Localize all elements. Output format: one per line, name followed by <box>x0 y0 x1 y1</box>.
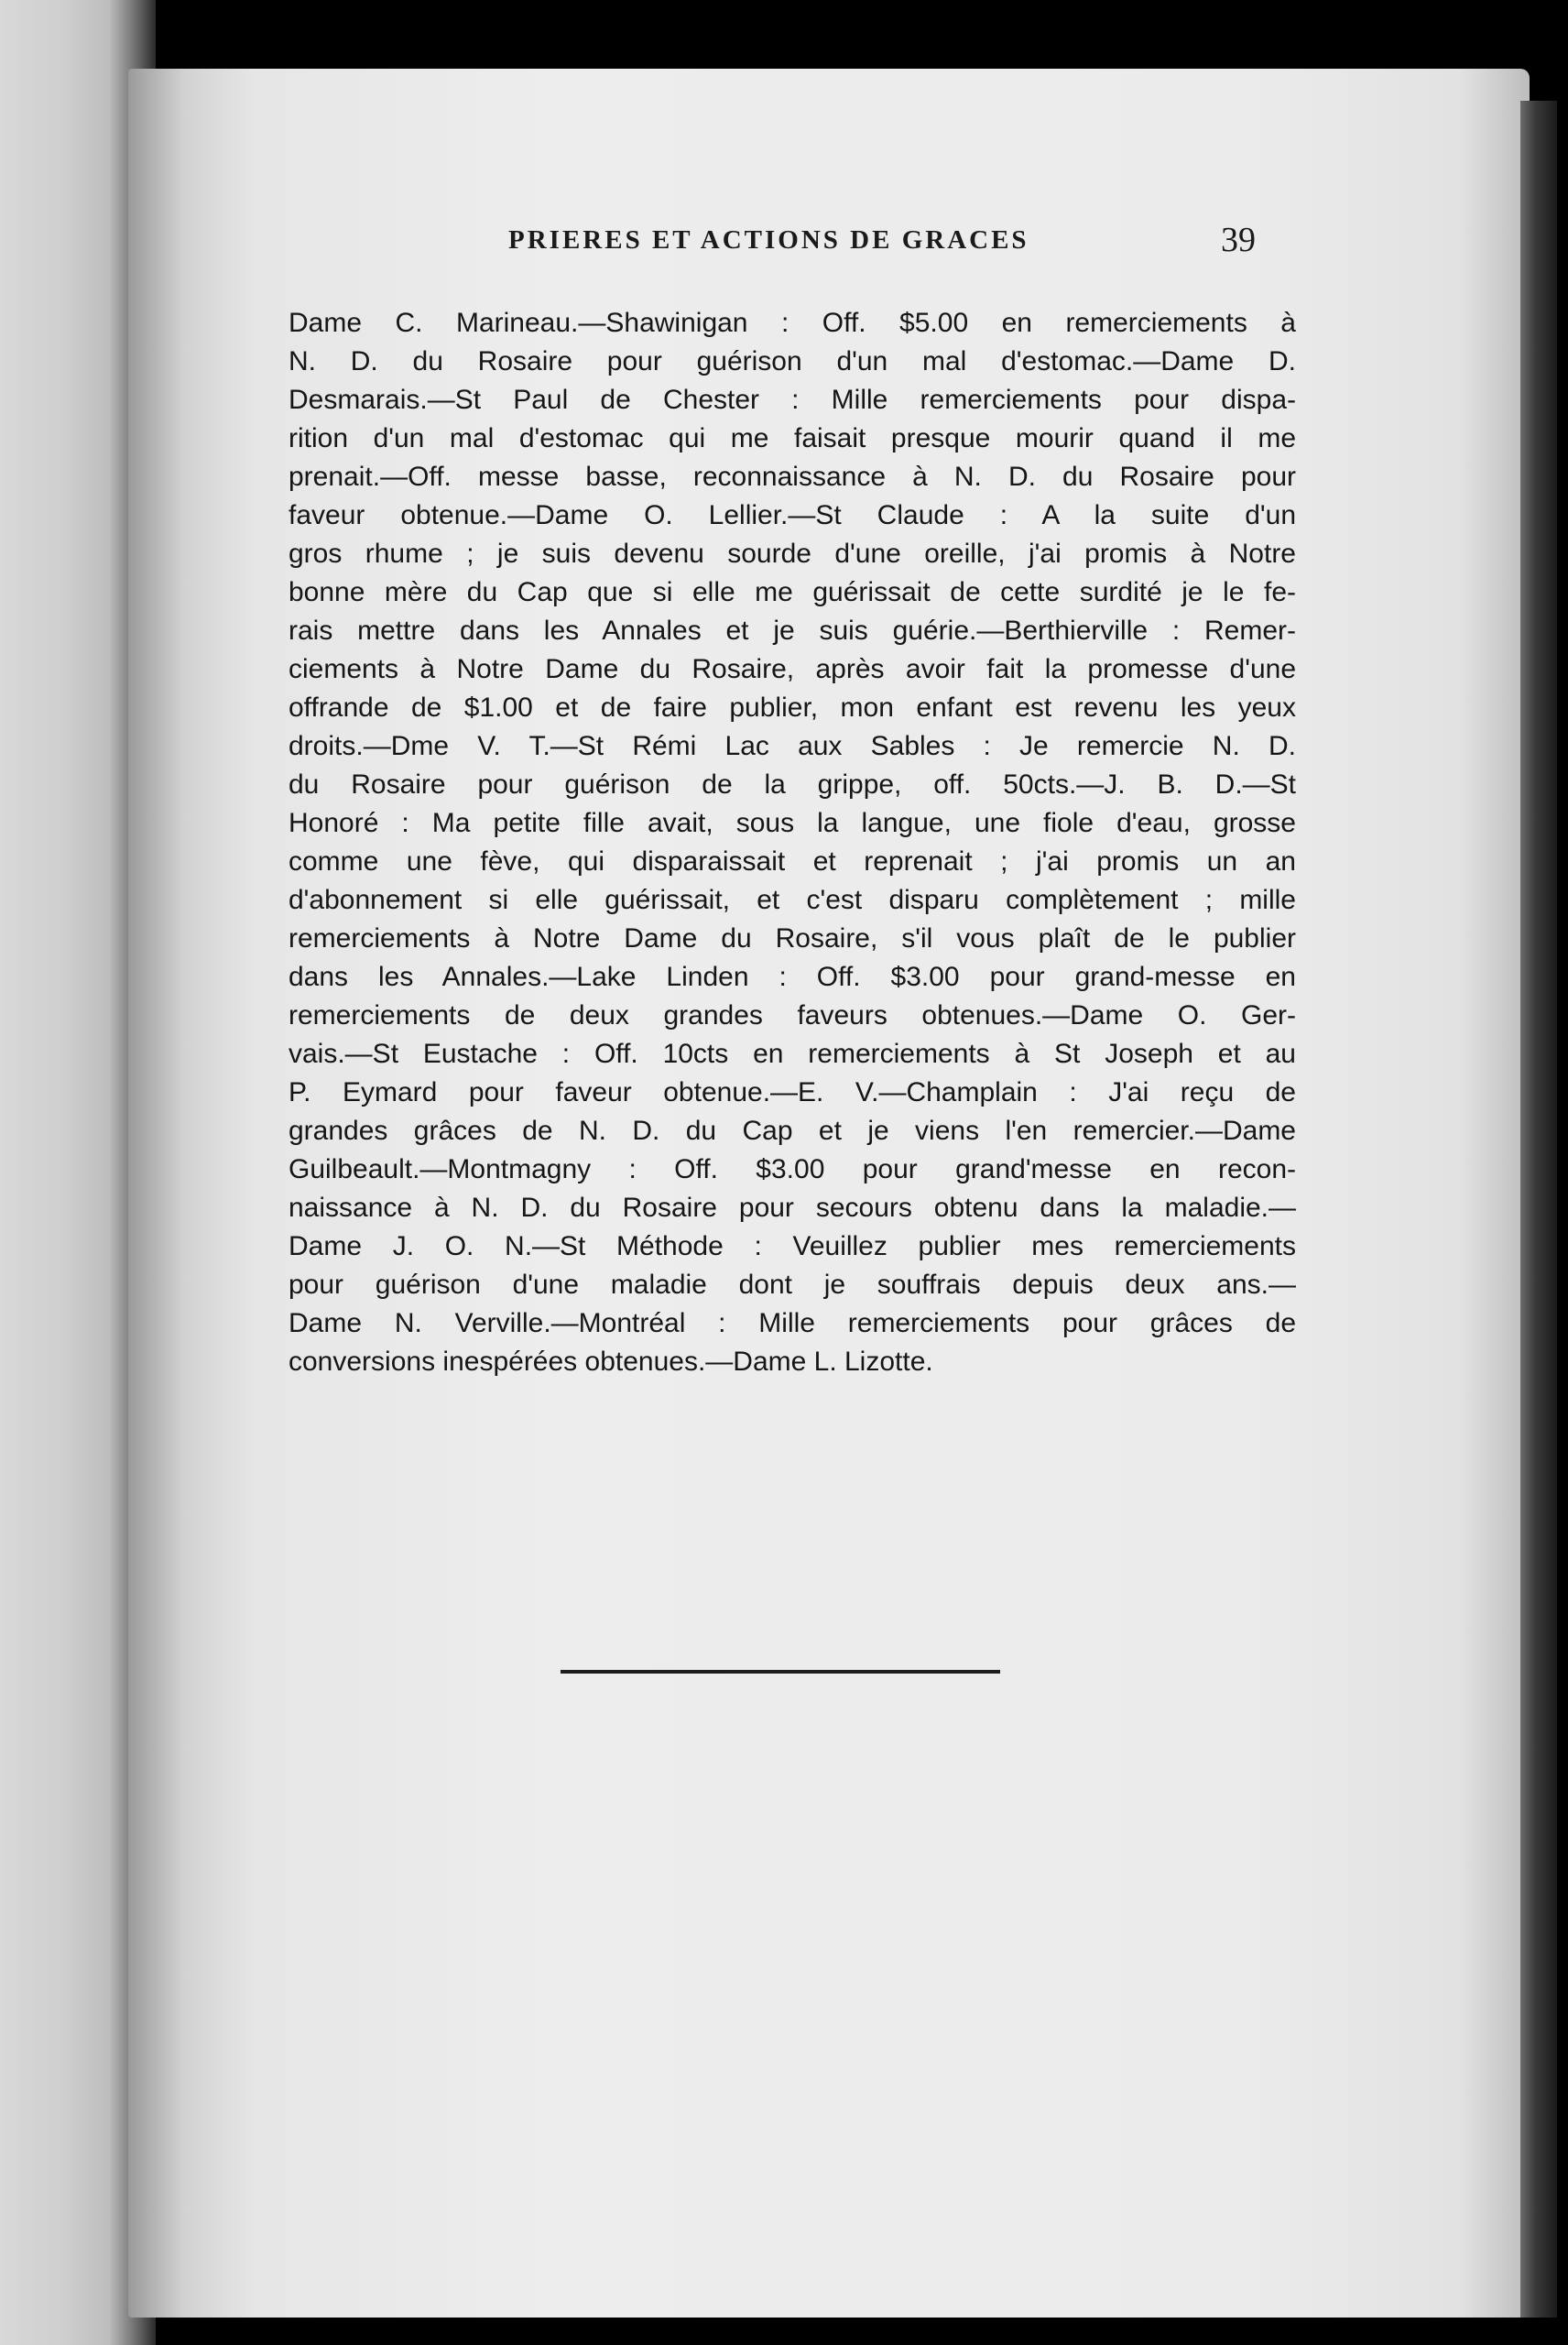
body-text <box>289 304 1296 1381</box>
running-title: PRIERES ET ACTIONS DE GRACES <box>508 225 1029 255</box>
text-line: conversions inespérées obtenues.—Dame L. Lizotte. <box>289 1347 933 1377</box>
text-line: pour guérison d'une maladie dont je souffrais depuis deux ans.— <box>289 1270 1296 1300</box>
text-line: bonne mère du Cap que si elle me guérissait de cette surdité je le fe- <box>289 577 1296 607</box>
text-line: Guilbeault.—Montmagny : Off. $3.00 pour grand'messe en recon- <box>289 1154 1296 1184</box>
text-line: Honoré : Ma petite fille avait, sous la langue, une fiole d'eau, grosse <box>289 808 1296 838</box>
text-line: gros rhume ; je suis devenu sourde d'une oreille, j'ai promis à Notre <box>289 539 1296 569</box>
text-line: Dame N. Verville.—Montréal : Mille remerciements pour grâces de <box>289 1308 1296 1338</box>
text-line: vais.—St Eustache : Off. 10cts en remerciements à St Joseph et au <box>289 1039 1296 1069</box>
end-rule-divider <box>561 1670 1000 1674</box>
text-line: Desmarais.—St Paul de Chester : Mille remerciements pour dispa- <box>289 385 1296 415</box>
text-line: remerciements de deux grandes faveurs obtenues.—Dame O. Ger- <box>289 1000 1296 1031</box>
text-line: faveur obtenue.—Dame O. Lellier.—St Claude : A la suite d'un <box>289 500 1296 530</box>
text-line: Dame C. Marineau.—Shawinigan : Off. $5.00 en remerciements à <box>289 308 1296 338</box>
text-line: grandes grâces de N. D. du Cap et je viens l'en remercier.—Dame <box>289 1116 1296 1146</box>
text-line: remerciements à Notre Dame du Rosaire, s'il vous plaît de le publier <box>289 923 1296 954</box>
text-line: ciements à Notre Dame du Rosaire, après avoir fait la promesse d'une <box>289 654 1296 684</box>
text-line: Dame J. O. N.—St Méthode : Veuillez publier mes remerciements <box>289 1231 1296 1261</box>
text-line: N. D. du Rosaire pour guérison d'un mal d'estomac.—Dame D. <box>289 346 1296 376</box>
page-number: 39 <box>1221 221 1256 259</box>
text-line: P. Eymard pour faveur obtenue.—E. V.—Champlain : J'ai reçu de <box>289 1077 1296 1107</box>
text-line: du Rosaire pour guérison de la grippe, off. 50cts.—J. B. D.—St <box>289 769 1296 800</box>
text-line: droits.—Dme V. T.—St Rémi Lac aux Sables : Je remercie N. D. <box>289 731 1296 761</box>
text-line: dans les Annales.—Lake Linden : Off. $3.00 pour grand-messe en <box>289 962 1296 992</box>
text-line: comme une fève, qui disparaissait et reprenait ; j'ai promis un an <box>289 846 1296 877</box>
text-line: prenait.—Off. messe basse, reconnaissance à N. D. du Rosaire pour <box>289 462 1296 492</box>
text-line: rition d'un mal d'estomac qui me faisait presque mourir quand il me <box>289 423 1296 453</box>
page-edge-right <box>1520 101 1557 2318</box>
text-line: offrande de $1.00 et de faire publier, mon enfant est revenu les yeux <box>289 693 1296 723</box>
text-line: naissance à N. D. du Rosaire pour secours obtenu dans la maladie.— <box>289 1193 1296 1223</box>
text-line: d'abonnement si elle guérissait, et c'est disparu complètement ; mille <box>289 885 1296 915</box>
text-line: rais mettre dans les Annales et je suis guérie.—Berthierville : Remer- <box>289 616 1296 646</box>
